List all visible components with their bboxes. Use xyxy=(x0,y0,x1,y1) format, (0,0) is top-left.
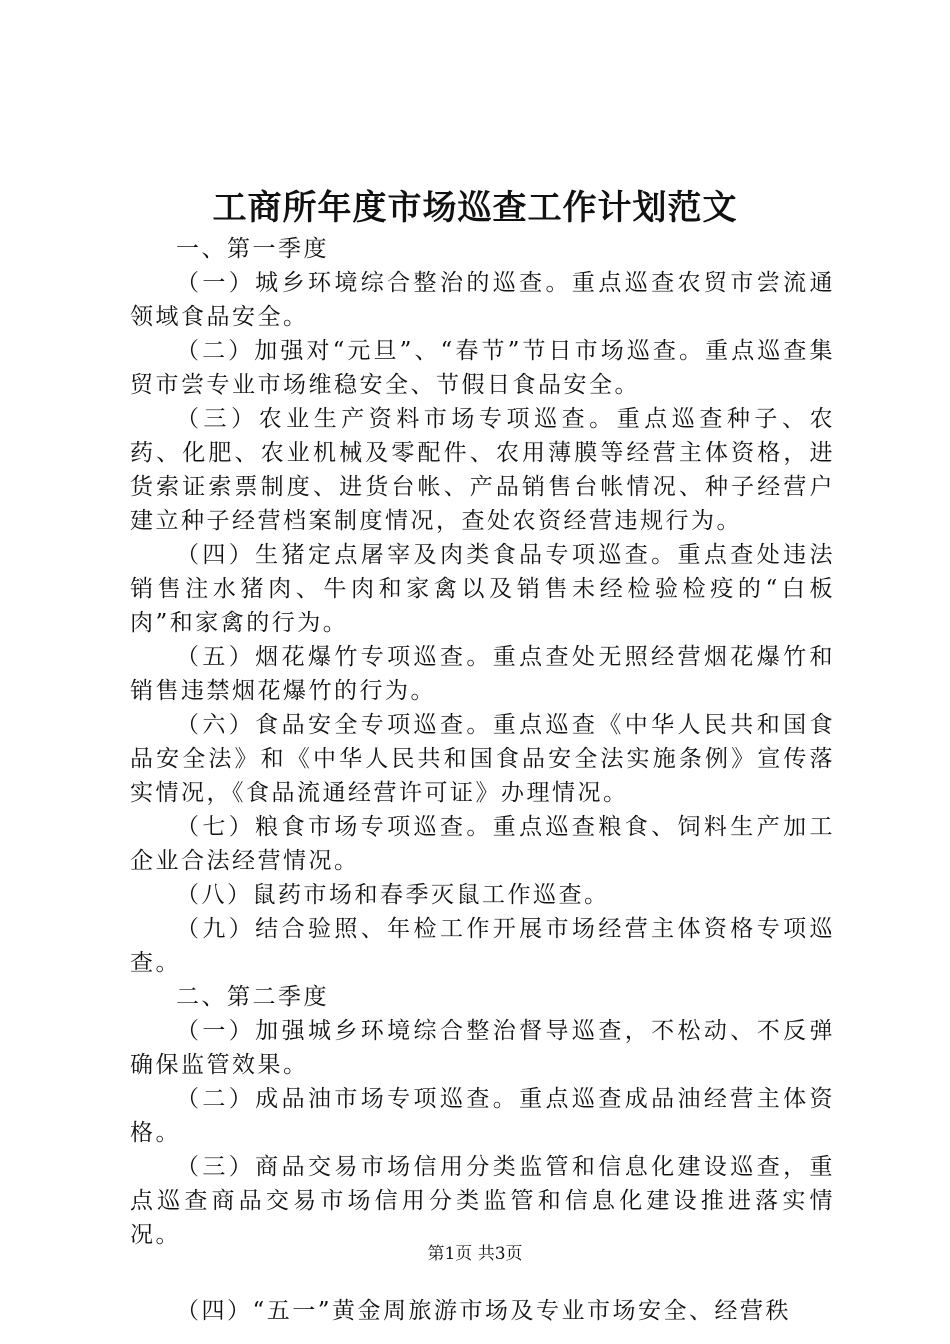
document-body xyxy=(130,232,835,1328)
paragraph: （一）加强城乡环境综合整治督导巡查，不松动、不反弹确保监管效果。 xyxy=(130,1018,835,1078)
paragraph: （三）商品交易市场信用分类监管和信息化建设巡查，重点巡查商品交易市场信用分类监管和信息化建设推进落实情况。 xyxy=(130,1154,835,1248)
section-heading-q2: 二、第二季度 xyxy=(176,984,329,1010)
paragraph: （二）加强对“元旦”、“春节”节日市场巡查。重点巡查集贸市尝专业市场维稳安全、节假日食品安全。 xyxy=(130,338,835,398)
paragraph: （二）成品油市场专项巡查。重点巡查成品油经营主体资格。 xyxy=(130,1086,835,1146)
paragraph: （九）结合验照、年检工作开展市场经营主体资格专项巡查。 xyxy=(130,916,835,976)
document-title: 工商所年度市场巡查工作计划范文 xyxy=(212,188,738,228)
paragraph: （四）生猪定点屠宰及肉类食品专项巡查。重点查处违法销售注水猪肉、牛肉和家禽以及销售未经检验检疫的“白板肉”和家禽的行为。 xyxy=(130,542,835,636)
page-footer: 第1页 共3页 xyxy=(427,1244,523,1264)
paragraph: （八）鼠药市场和春季灭鼠工作巡查。 xyxy=(176,882,610,908)
section-heading-q1: 一、第一季度 xyxy=(176,236,329,262)
paragraph: （七）粮食市场专项巡查。重点巡查粮食、饲料生产加工企业合法经营情况。 xyxy=(130,814,835,874)
paragraph: （四）“五一”黄金周旅游市场及专业市场安全、经营秩 xyxy=(176,1298,792,1324)
paragraph: （三）农业生产资料市场专项巡查。重点巡查种子、农药、化肥、农业机械及零配件、农用薄膜等经营主体资格，进货索证索票制度、进货台帐、产品销售台帐情况、种子经营户建立种子经营档案制度情况，查处农资经营违规行为。 xyxy=(130,406,835,534)
paragraph: （五）烟花爆竹专项巡查。重点查处无照经营烟花爆竹和销售违禁烟花爆竹的行为。 xyxy=(130,644,835,704)
paragraph: （六）食品安全专项巡查。重点巡查《中华人民共和国食品安全法》和《中华人民共和国食品安全法实施条例》宣传落实情况，《食品流通经营许可证》办理情况。 xyxy=(130,712,835,806)
paragraph: （一）城乡环境综合整治的巡查。重点巡查农贸市尝流通领域食品安全。 xyxy=(130,270,835,330)
